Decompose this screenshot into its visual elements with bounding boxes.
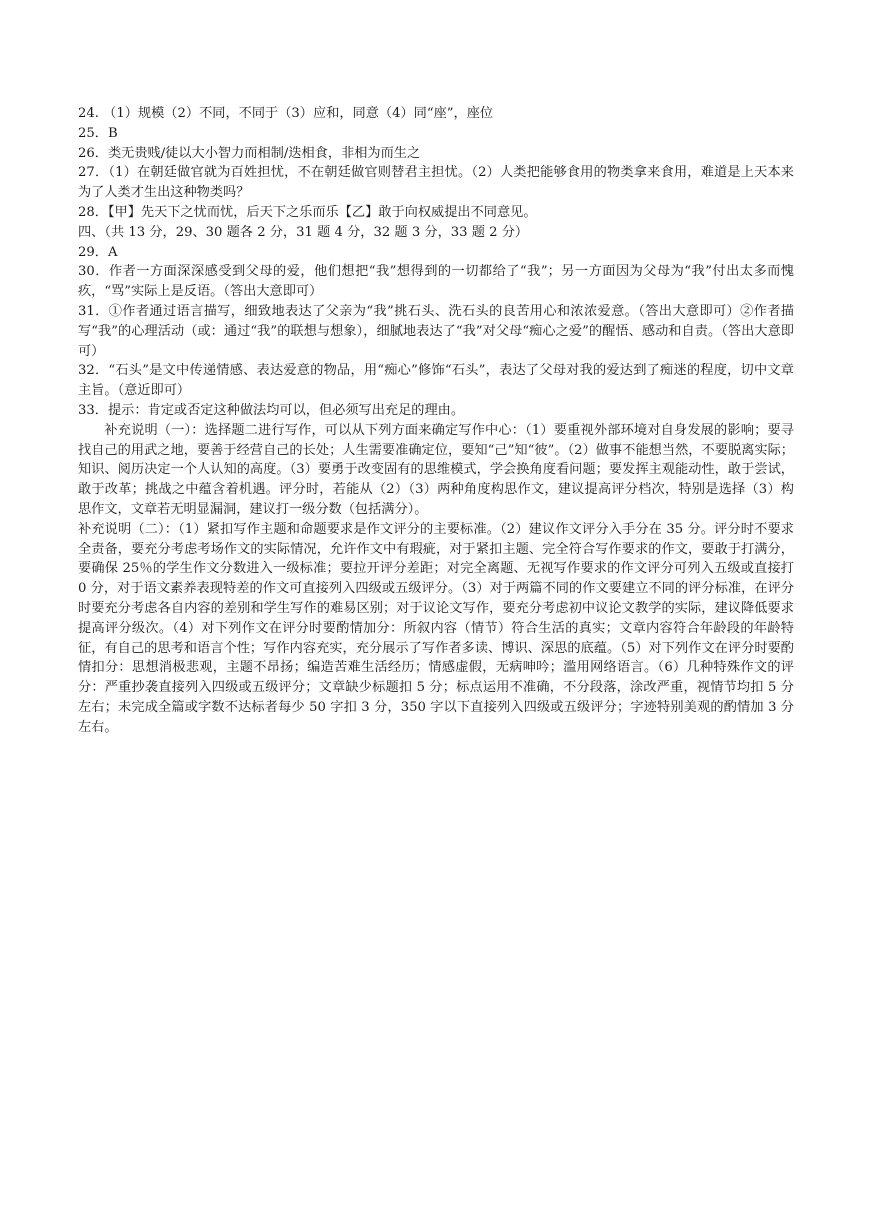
answer-31: 31．①作者通过语言描写，细致地表达了父亲为“我”挑石头、洗石头的良苦用心和浓浓爱意。（答出大意即可）②作者描写“我”的心理活动（或：通过“我”的联想与想象），细腻地表达了“我”对父母“痴心之爱”的醒悟、感动和自责。（答出大意即可）	[78, 303, 794, 359]
supplement-note-one: 补充说明（一）：选择题二进行写作，可以从下列方面来确定写作中心：（1）要重视外部环境对自身发展的影响；要寻找自己的用武之地，要善于经营自己的长处；人生需要准确定位，要知“己”知“彼”。（2）做事不能想当然，不要脱离实际；知识、阅历决定一个人认知的高度。（3）要勇于改变固有的思维模式，学会换角度看问题；要发挥主观能动性，敢于尝试，敢于改革；挑战之中蕴含着机遇。评分时，若能从（2）（3）两种角度构思作文，建议提高评分档次，特别是选择（3）构思作文，文章若无明显漏洞，建议打一级分数（包括满分）。	[78, 422, 794, 517]
answer-33: 33．提示：肯定或否定这种做法均可以，但必须写出充足的理由。	[78, 402, 465, 418]
answer-key-document	[78, 104, 794, 738]
answer-24: 24. （1）规模（2）不同，不同于（3）应和，同意（4）同“座”，座位	[78, 106, 494, 121]
answer-26: 26．类无贵贱/徒以大小智力而相制/迭相食，非相为而生之	[78, 145, 421, 161]
answer-27: 27．（1）在朝廷做官就为百姓担忧，不在朝廷做官则替君主担忧。（2）人类把能够食用的物类拿来食用，难道是上天本来为了人类才生出这种物类吗？	[78, 165, 794, 201]
answer-29: 29．A	[78, 244, 118, 260]
answer-25: 25．B	[78, 125, 118, 141]
answer-30: 30．作者一方面深深感受到父母的爱，他们想把“我”想得到的一切都给了“我”；另一方面因为父母为“我”付出太多而愧疚，“骂”实际上是反语。（答出大意即可）	[78, 264, 794, 300]
answer-32: 32．“石头”是文中传递情感、表达爱意的物品，用“痴心”修饰“石头”，表达了父母对我的爱达到了痴迷的程度，切中文章主旨。（意近即可）	[78, 363, 794, 399]
answer-28: 28．【甲】先天下之忧而忧，后天下之乐而乐【乙】敢于向权威提出不同意见。	[78, 204, 537, 220]
supplement-note-two: 补充说明（二）：（1）紧扣写作主题和命题要求是作文评分的主要标准。（2）建议作文评分入手分在 35 分。评分时不要求全责备，要充分考虑考场作文的实际情况，允许作文中有瑕疵，对于紧扣主题、完全符合写作要求的作文，要敢于打满分，要确保 25％的学生作文分数进入一级标准；要拉开评分差距；对完全离题、无视写作要求的作文评分可列入五级或直接打 0 分，对于语文素养表现特差的作文可直接列入四级或五级评分。（3）对于两篇不同的作文要建立不同的评分标准，在评分时要充分考虑各自内容的差别和学生写作的难易区别；对于议论文写作，要充分考虑初中议论文教学的实际，建议降低要求提高评分级次。（4）对下列作文在评分时要酌情加分：所叙内容（情节）符合生活的真实；文章内容符合年龄段的年龄特征，有自己的思考和语言个性；写作内容充实，充分展示了写作者多读、博识、深思的底蕴。（5）对下列作文在评分时要酌情扣分：思想消极悲观，主题不昂扬；编造苦难生活经历；情感虚假，无病呻吟；滥用网络语言。（6）几种特殊作文的评分：严重抄袭直接列入四级或五级评分；文章缺少标题扣 5 分；标点运用不准确，不分段落，涂改严重，视情节均扣 5 分左右；未完成全篇或字数不达标者每少 50 字扣 3 分，350 字以下直接列入四级或五级评分；字迹特别美观的酌情加 3 分左右。	[78, 521, 794, 735]
section-four-heading: 四、（共 13 分，29、30 题各 2 分，31 题 4 分，32 题 3 分，33 题 2 分）	[78, 224, 529, 240]
